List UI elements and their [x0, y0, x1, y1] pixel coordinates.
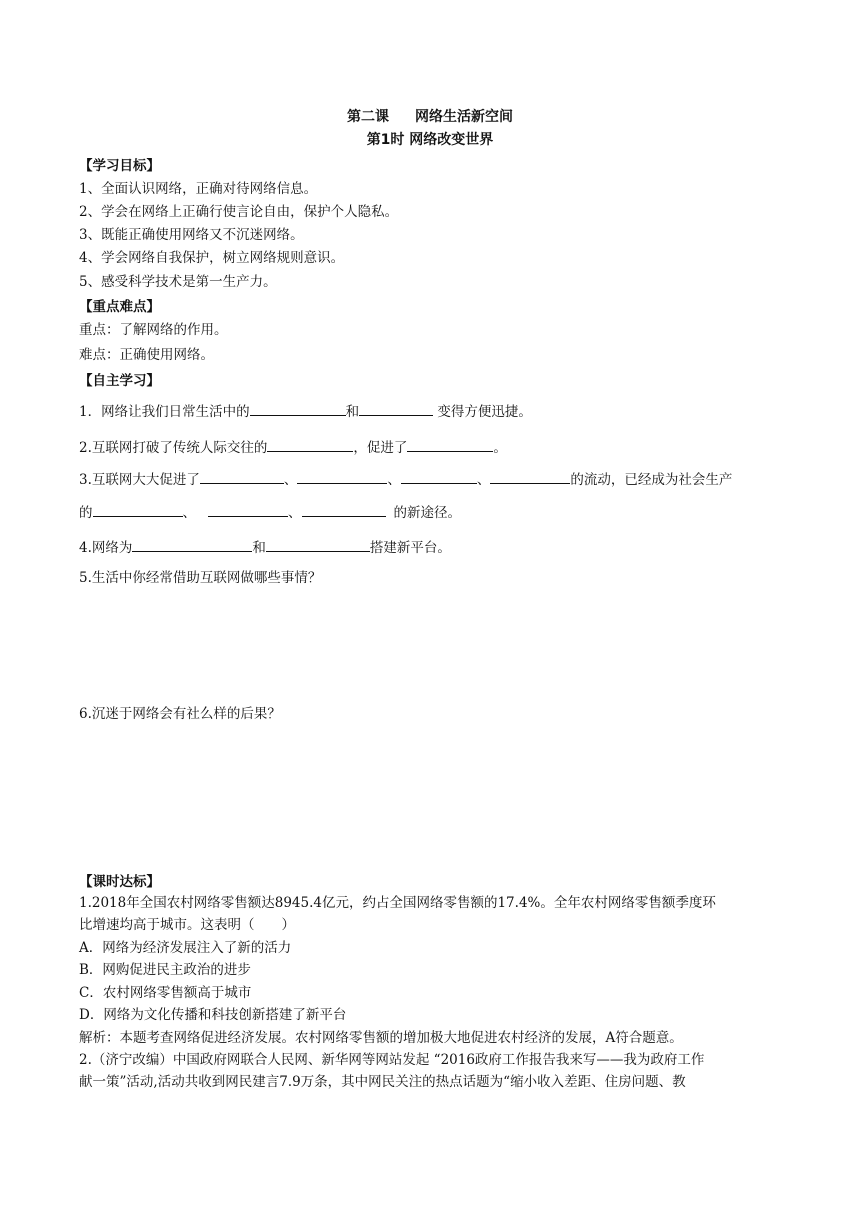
self-study-q1: 1．网络让我们日常生活中的 和 变得方便迅捷。 — [79, 401, 532, 421]
practice-option-b: B．网购促进民主政治的进步 — [79, 962, 251, 978]
self-study-q4: 4.网络为 和 搭建新平台。 — [79, 537, 451, 557]
goal-item: 4、学会网络自我保护，树立网络规则意识。 — [79, 250, 345, 266]
key-point: 重点：了解网络的作用。 — [79, 322, 228, 338]
fill-blank[interactable] — [93, 502, 183, 517]
practice-q1-line1: 1.2018年全国农村网络零售额达8945.4亿元，约占全国网络零售额的17.4%。全年农村网络零售额季度环 — [79, 895, 716, 911]
lesson-title — [0, 108, 860, 126]
lesson-topic: 网络生活新空间 — [415, 109, 513, 125]
difficult-point: 难点：正确使用网络。 — [79, 347, 214, 363]
practice-q2-line1: 2.（济宁改编）中国政府网联合人民网、新华网等网站发起 “2016政府工作报告我来写——我为政府工作 — [79, 1052, 705, 1068]
lesson-number: 第二课 — [347, 109, 389, 125]
fill-blank[interactable] — [401, 469, 477, 484]
practice-option-d: D．网络为文化传播和科技创新搭建了新平台 — [79, 1007, 347, 1023]
fill-blank[interactable] — [267, 437, 353, 452]
fill-blank[interactable] — [266, 537, 370, 552]
goals-heading: 【学习目标】 — [79, 158, 160, 174]
fill-blank[interactable] — [359, 401, 433, 416]
practice-q2-line2: 献一策”活动,活动共收到网民建言7.9万条，其中网民关注的热点话题为“缩小收入差距、住房问题、教 — [79, 1074, 686, 1090]
self-study-q2: 2.互联网打破了传统人际交往的 ，促进了 。 — [79, 437, 507, 457]
practice-option-a: A．网络为经济发展注入了新的活力 — [79, 940, 292, 956]
self-study-q3-line1: 3.互联网大大促进了 、 、 、 的流动，已经成为社会生产 — [79, 469, 732, 489]
self-study-q6: 6.沉迷于网络会有社么样的后果？ — [79, 706, 281, 722]
goal-item: 3、既能正确使用网络又不沉迷网络。 — [79, 227, 304, 243]
goal-item: 5、感受科学技术是第一生产力。 — [79, 274, 277, 290]
practice-heading: 【课时达标】 — [79, 874, 160, 890]
practice-q1-line2: 比增速均高于城市。这表明（ ） — [79, 917, 295, 933]
fill-blank[interactable] — [200, 469, 284, 484]
lesson-subtitle: 第1时 网络改变世界 — [366, 132, 494, 148]
self-study-q5: 5.生活中你经常借助互联网做哪些事情？ — [79, 570, 322, 586]
fill-blank[interactable] — [490, 469, 570, 484]
fill-blank[interactable] — [407, 437, 493, 452]
fill-blank[interactable] — [132, 537, 252, 552]
fill-blank[interactable] — [302, 502, 386, 517]
fill-blank[interactable] — [297, 469, 387, 484]
goal-item: 1、全面认识网络，正确对待网络信息。 — [79, 181, 318, 197]
fill-blank[interactable] — [250, 401, 346, 416]
goal-item: 2、学会在网络上正确行使言论自由，保护个人隐私。 — [79, 204, 399, 220]
self-study-heading: 【自主学习】 — [79, 373, 160, 389]
self-study-q3-line2: 的 、 、 的新途径。 — [79, 502, 461, 522]
key-points-heading: 【重点难点】 — [79, 299, 160, 315]
practice-option-c: C．农村网络零售额高于城市 — [79, 985, 252, 1001]
practice-analysis: 解析：本题考查网络促进经济发展。农村网络零售额的增加极大地促进农村经济的发展，A符合题意。 — [79, 1030, 683, 1046]
fill-blank[interactable] — [208, 502, 288, 517]
